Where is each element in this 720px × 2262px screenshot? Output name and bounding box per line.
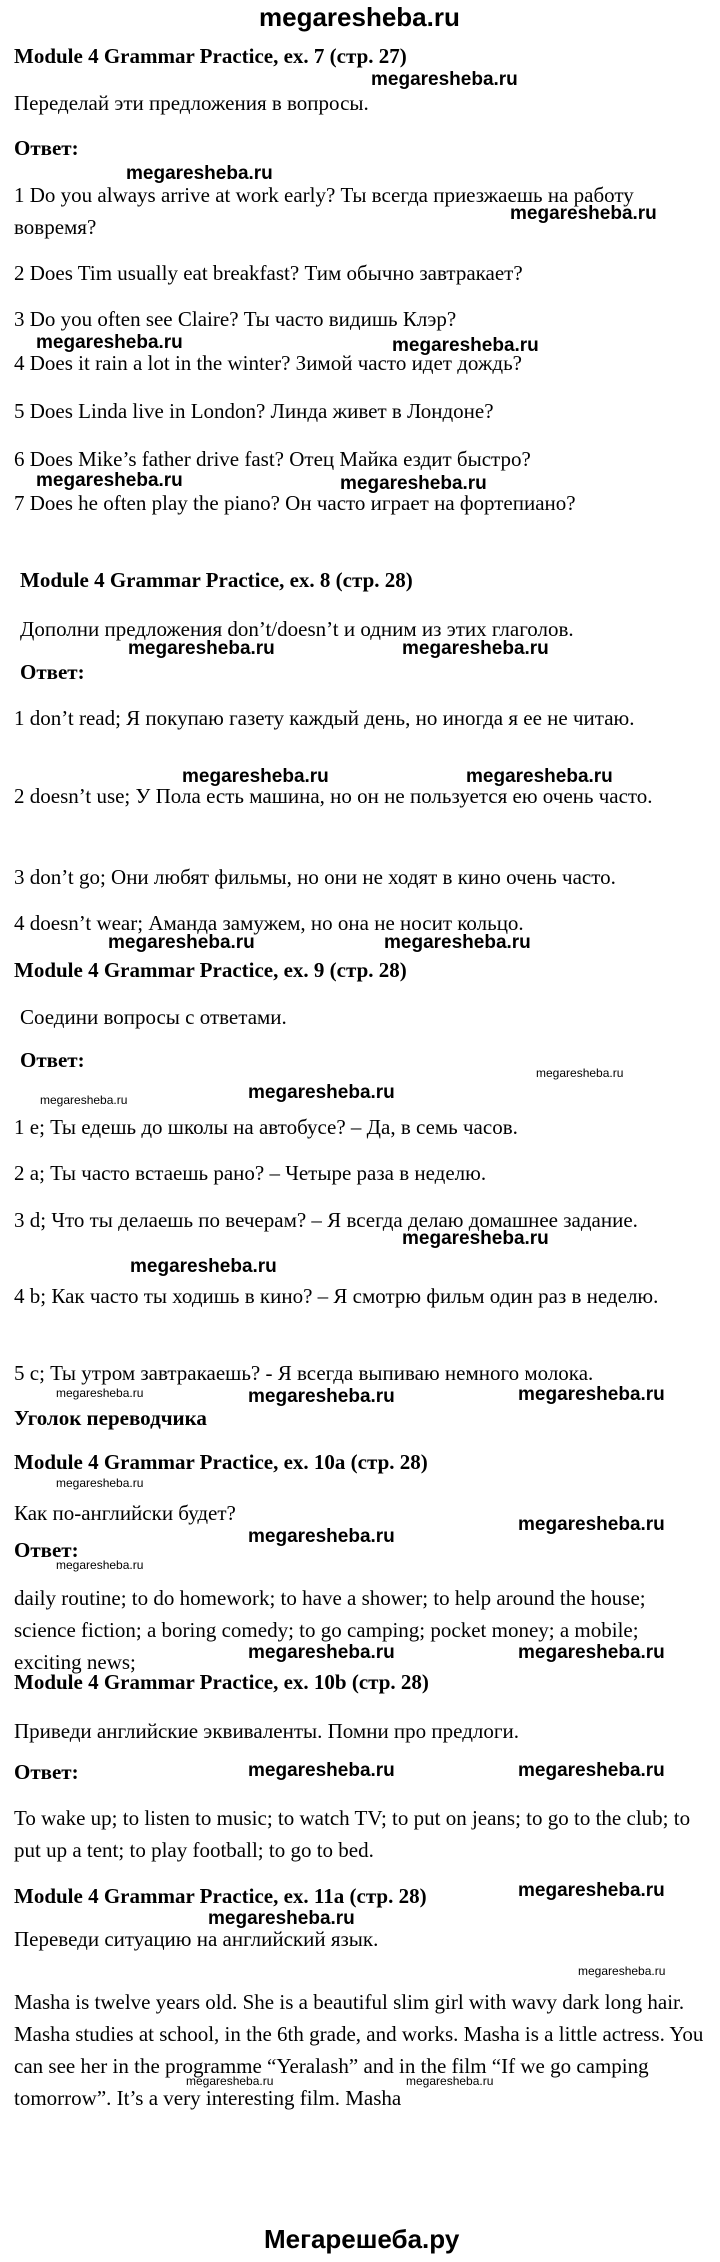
ex7-answer-2: 2 Does Tim usually eat breakfast? Тим обычно завтракает? bbox=[14, 261, 523, 285]
watermark: megaresheba.ru bbox=[186, 2074, 274, 2088]
watermark: megaresheba.ru bbox=[128, 638, 275, 659]
ex10b-task: Приведи английские эквиваленты. Помни про предлоги. bbox=[14, 1719, 519, 1743]
watermark: megaresheba.ru bbox=[36, 332, 183, 353]
watermark: megaresheba.ru bbox=[392, 335, 539, 356]
ex7-answer-7: 7 Does he often play the piano? Он часто играет на фортепиано? bbox=[14, 491, 576, 515]
watermark: megaresheba.ru bbox=[56, 1386, 144, 1400]
ex8-title: Module 4 Grammar Practice, ex. 8 (стр. 28) bbox=[20, 568, 413, 592]
ex11a-task: Переведи ситуацию на английский язык. bbox=[14, 1927, 379, 1951]
watermark: megaresheba.ru bbox=[406, 2074, 494, 2088]
watermark: megaresheba.ru bbox=[248, 1642, 395, 1663]
ex10b-answer-label: Ответ: bbox=[14, 1760, 79, 1784]
watermark: megaresheba.ru bbox=[182, 766, 329, 787]
watermark: megaresheba.ru bbox=[248, 1082, 395, 1103]
watermark: megaresheba.ru bbox=[466, 766, 613, 787]
ex7-answer-4: 4 Does it rain a lot in the winter? Зимой часто идет дождь? bbox=[14, 351, 522, 375]
ex9-answer-2: 2 a; Ты часто встаешь рано? – Четыре раза в неделю. bbox=[14, 1161, 487, 1185]
ex9-task: Соедини вопросы с ответами. bbox=[20, 1005, 287, 1029]
watermark: megaresheba.ru bbox=[248, 1386, 395, 1407]
ex10a-title: Module 4 Grammar Practice, ex. 10a (стр. 28) bbox=[14, 1450, 428, 1474]
watermark: megaresheba.ru bbox=[384, 932, 531, 953]
watermark: megaresheba.ru bbox=[126, 163, 273, 184]
ex8-answer-4: 4 doesn’t wear; Аманда замужем, но она не носит кольцо. bbox=[14, 911, 524, 935]
ex7-answer-6: 6 Does Mike’s father drive fast? Отец Майка ездит быстро? bbox=[14, 447, 531, 471]
watermark: megaresheba.ru bbox=[518, 1514, 665, 1535]
ex7-title: Module 4 Grammar Practice, ex. 7 (стр. 27) bbox=[14, 44, 407, 68]
ex10a-task: Как по-английски будет? bbox=[14, 1501, 236, 1525]
ex10b-title: Module 4 Grammar Practice, ex. 10b (стр. 28) bbox=[14, 1670, 429, 1694]
site-footer[interactable]: Мегарешеба.ру bbox=[264, 2224, 460, 2254]
watermark: megaresheba.ru bbox=[340, 473, 487, 494]
watermark: megaresheba.ru bbox=[578, 1964, 666, 1978]
watermark: megaresheba.ru bbox=[56, 1476, 144, 1490]
watermark: megaresheba.ru bbox=[536, 1066, 624, 1080]
ex10a-answer-label: Ответ: bbox=[14, 1538, 79, 1562]
ex7-answer-label: Ответ: bbox=[14, 136, 79, 160]
ex10a-answer: daily routine; to do homework; to have a shower; to help around the house; science fiction; a boring comedy; to go camping; pocket money; a mobile; exciting news; bbox=[14, 1586, 646, 1674]
ex9-answer-label: Ответ: bbox=[20, 1048, 85, 1072]
watermark: megaresheba.ru bbox=[130, 1256, 277, 1277]
ex8-answer-label: Ответ: bbox=[20, 660, 85, 684]
watermark: megaresheba.ru bbox=[510, 203, 657, 224]
ex8-task: Дополни предложения don’t/doesn’t и одним из этих глаголов. bbox=[20, 617, 574, 641]
ex11a-answer: Masha is twelve years old. She is a beautiful slim girl with wavy dark long hair. Masha studies at school, in the 6th grade, and works. Masha is a little actress. You can see her in the programme “Yeralash” and in the film “If we go camping tomorrow”. It’s a very interesting film. Masha bbox=[14, 1990, 704, 2110]
watermark: megaresheba.ru bbox=[248, 1526, 395, 1547]
ex9-answer-5: 5 c; Ты утром завтракаешь? - Я всегда выпиваю немного молока. bbox=[14, 1361, 594, 1385]
watermark: megaresheba.ru bbox=[108, 932, 255, 953]
ex7-answer-5: 5 Does Linda live in London? Линда живет в Лондоне? bbox=[14, 399, 494, 423]
ex8-answer-3: 3 don’t go; Они любят фильмы, но они не ходят в кино очень часто. bbox=[14, 865, 616, 889]
watermark: megaresheba.ru bbox=[518, 1384, 665, 1405]
watermark: megaresheba.ru bbox=[248, 1760, 395, 1781]
watermark: megaresheba.ru bbox=[402, 638, 549, 659]
ex7-task: Переделай эти предложения в вопросы. bbox=[14, 91, 369, 115]
ex10b-answer: To wake up; to listen to music; to watch TV; to put on jeans; to go to the club; to put up a tent; to play football; to go to bed. bbox=[14, 1806, 691, 1862]
watermark: megaresheba.ru bbox=[371, 69, 518, 90]
ex8-answer-1: 1 don’t read; Я покупаю газету каждый день, но иногда я ее не читаю. bbox=[14, 706, 635, 730]
ex7-answer-3: 3 Do you often see Claire? Ты часто видишь Клэр? bbox=[14, 307, 457, 331]
ex9-title: Module 4 Grammar Practice, ex. 9 (стр. 28) bbox=[14, 958, 407, 982]
site-header[interactable]: megaresheba.ru bbox=[259, 2, 460, 32]
translator-corner-title: Уголок переводчика bbox=[14, 1406, 207, 1430]
watermark: megaresheba.ru bbox=[36, 470, 183, 491]
ex8-answer-2: 2 doesn’t use; У Пола есть машина, но он не пользуется ею очень часто. bbox=[14, 784, 653, 808]
ex7-answer-1: 1 Do you always arrive at work early? Ты всегда приезжаешь на работу вовремя? bbox=[14, 183, 634, 239]
watermark: megaresheba.ru bbox=[40, 1093, 128, 1107]
watermark: megaresheba.ru bbox=[518, 1642, 665, 1663]
ex9-answer-1: 1 e; Ты едешь до школы на автобусе? – Да, в семь часов. bbox=[14, 1115, 518, 1139]
watermark: megaresheba.ru bbox=[518, 1880, 665, 1901]
watermark: megaresheba.ru bbox=[208, 1908, 355, 1929]
watermark: megaresheba.ru bbox=[402, 1228, 549, 1249]
watermark: megaresheba.ru bbox=[518, 1760, 665, 1781]
ex9-answer-3: 3 d; Что ты делаешь по вечерам? – Я всегда делаю домашнее задание. bbox=[14, 1208, 638, 1232]
ex11a-title: Module 4 Grammar Practice, ex. 11a (стр. 28) bbox=[14, 1884, 427, 1908]
watermark: megaresheba.ru bbox=[56, 1558, 144, 1572]
ex9-answer-4: 4 b; Как часто ты ходишь в кино? – Я смотрю фильм один раз в неделю. bbox=[14, 1284, 659, 1308]
